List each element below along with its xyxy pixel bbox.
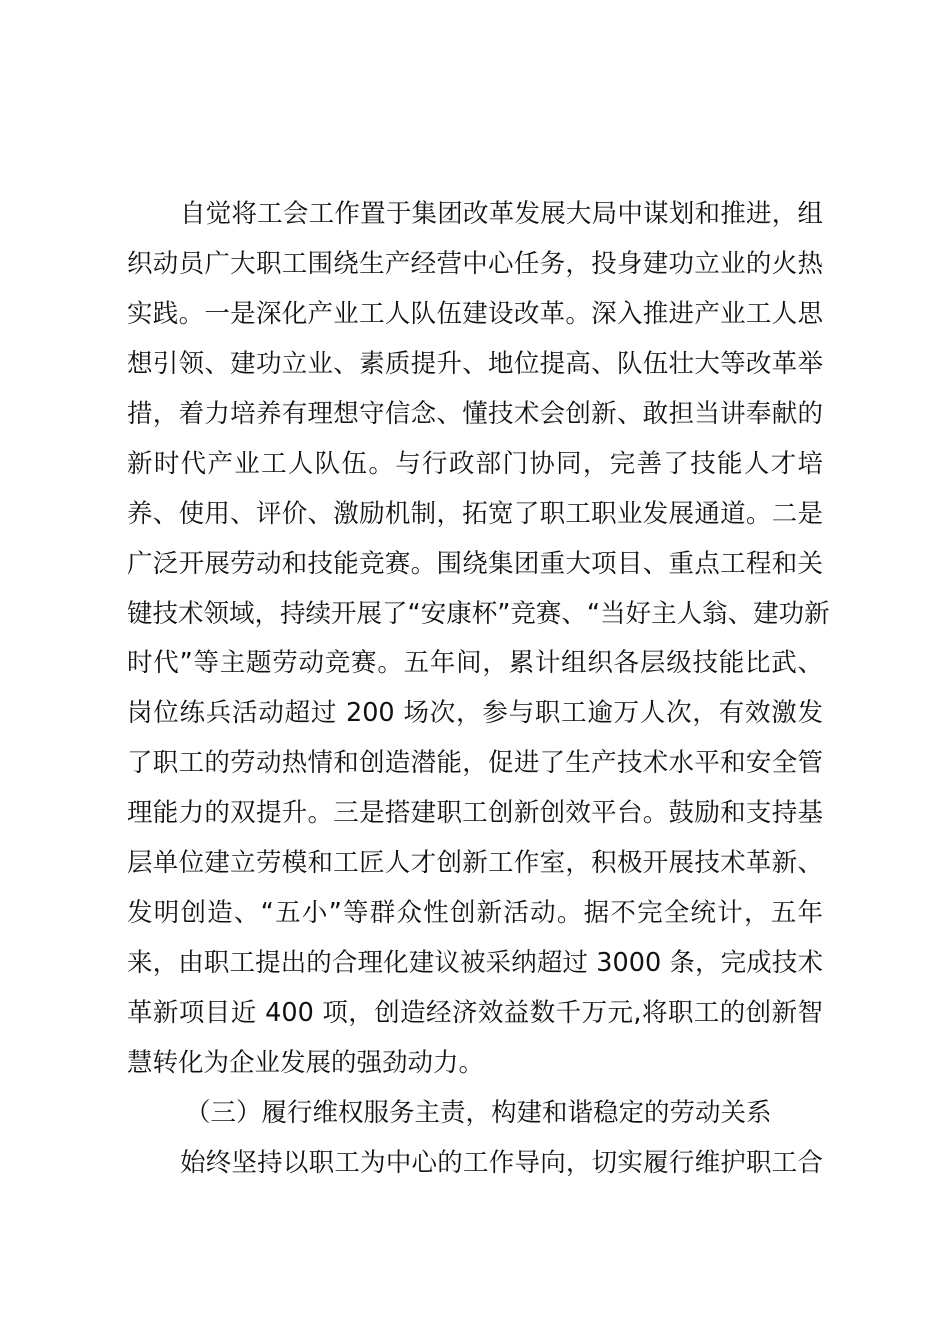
section-heading: （三）履行维权服务主责，构建和谐稳定的劳动关系 xyxy=(185,1097,772,1128)
text-line: 键技术领域，持续开展了“安康杯”竞赛、“当好主人翁、建功新 xyxy=(127,598,830,629)
text-line: 岗位练兵活动超过 200 场次，参与职工逾万人次，有效激发 xyxy=(127,698,823,729)
text-line: 慧转化为企业发展的强劲动力。 xyxy=(127,1047,485,1078)
text-line: 措，着力培养有理想守信念、懂技术会创新、敢担当讲奉献的 xyxy=(127,398,823,429)
text-line: 新时代产业工人队伍。与行政部门协同，完善了技能人才培 xyxy=(127,448,823,479)
text-line: 广泛开展劳动和技能竞赛。围绕集团重大项目、重点工程和关 xyxy=(127,548,823,579)
text-line: 想引领、建功立业、素质提升、地位提高、队伍壮大等改革举 xyxy=(127,348,823,379)
paragraph-rights-protection xyxy=(127,1141,823,1191)
text-line: 始终坚持以职工为中心的工作导向，切实履行维护职工合 xyxy=(180,1147,823,1178)
text-line: 发明创造、“五小”等群众性创新活动。据不完全统计，五年 xyxy=(127,898,823,929)
text-line: 实践。一是深化产业工人队伍建设改革。深入推进产业工人思 xyxy=(127,298,823,329)
text-line: 革新项目近 400 项，创造经济效益数千万元,将职工的创新智 xyxy=(127,998,823,1028)
paragraph-work-reform xyxy=(127,192,830,1091)
text-line: 理能力的双提升。三是搭建职工创新创效平台。鼓励和支持基 xyxy=(127,798,823,829)
document-page xyxy=(127,192,830,1191)
text-line: 时代”等主题劳动竞赛。五年间，累计组织各层级技能比武、 xyxy=(127,648,823,679)
text-line: 养、使用、评价、激励机制，拓宽了职工职业发展通道。二是 xyxy=(127,498,823,529)
text-line: 了职工的劳动热情和创造潜能，促进了生产技术水平和安全管 xyxy=(127,748,823,779)
text-line: 层单位建立劳模和工匠人才创新工作室，积极开展技术革新、 xyxy=(127,848,823,879)
text-line: 来，由职工提出的合理化建议被采纳超过 3000 条，完成技术 xyxy=(127,948,823,979)
text-line: 织动员广大职工围绕生产经营中心任务，投身建功立业的火热 xyxy=(127,248,823,279)
text-line: 自觉将工会工作置于集团改革发展大局中谋划和推进，组 xyxy=(180,199,823,229)
